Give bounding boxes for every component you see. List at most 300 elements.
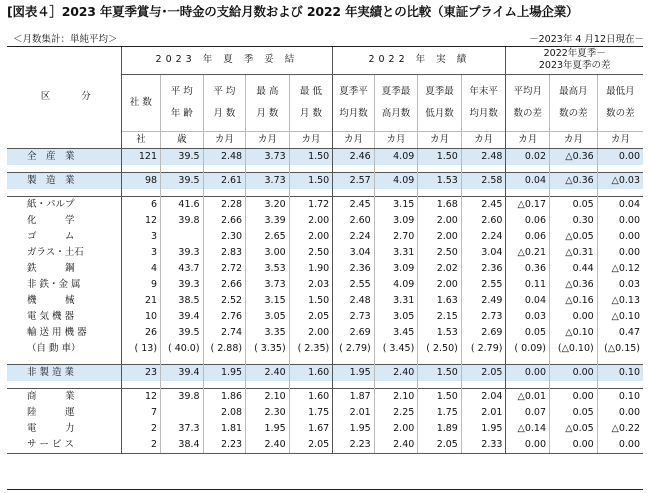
table-cell: 2.74 [203,325,246,341]
table-cell: 0.00 [506,365,550,382]
row-separator [7,189,643,197]
table-cell: 2.28 [203,197,246,214]
table-cell: 3.73 [246,277,290,293]
table-cell: 39.4 [161,309,204,325]
table-cell: 0.06 [506,213,550,229]
table-cell: 3.09 [374,213,418,229]
row-label: 輸 送 用 機 器 [27,327,87,338]
table-row [7,197,643,214]
table-cell: 1.60 [289,365,333,382]
table-header [7,46,643,149]
bonus-table [7,46,643,454]
column-header-diff-10 [550,75,598,132]
unit-cell: カ月 [597,132,643,149]
table-cell: 2.00 [418,229,462,245]
table-cell: 3.53 [246,261,290,277]
table-cell: 3.09 [374,261,418,277]
table-cell: 121 [121,149,160,166]
table-cell: 2.40 [374,365,418,382]
table-cell: 2.10 [374,389,418,406]
table-cell: ( 40.0) [161,341,204,357]
table-cell: 0.00 [506,437,550,454]
table-cell: 2.73 [333,309,374,325]
table-cell: △0.17 [506,197,550,214]
unit-cell: カ月 [374,132,418,149]
table-cell: 2.05 [289,437,333,454]
unit-cell: カ月 [418,132,462,149]
table-cell: 0.00 [597,149,643,166]
figure-title: [図表４］2023 年夏季賞与･一時金の支給月数および 2022 年実績との比較（東証プライム上場企業） [7,4,579,19]
column-header-2023-1 [161,75,204,132]
table-cell: 37.3 [161,421,204,437]
table-cell: 2.01 [333,405,374,421]
column-header-line: 月 数 [256,108,279,119]
table-cell: 3.31 [374,293,418,309]
table-cell: 2.30 [203,229,246,245]
table-cell: 3.20 [246,197,290,214]
table-cell: △0.10 [550,325,598,341]
table-cell: ( 2.35) [289,341,333,357]
row-label: 電 力 [27,423,75,434]
header-diff-line2: 2023年夏季の差 [538,60,611,71]
table-cell: 12 [121,213,160,229]
table-cell: 0.06 [506,229,550,245]
header-group-2022: 2022 年 実 績 [333,46,506,75]
table-cell: 2.50 [289,245,333,261]
table-cell: 2.66 [203,277,246,293]
table-cell: 0.00 [597,405,643,421]
table-cell: 2.60 [461,213,506,229]
unit-cell: カ月 [333,132,374,149]
table-cell: △0.36 [550,173,598,190]
table-cell: 39.4 [161,365,204,382]
table-cell: △0.14 [506,421,550,437]
table-cell: ( 3.45) [374,341,418,357]
table-cell: (△0.15) [597,341,643,357]
table-cell: 2.55 [333,277,374,293]
header-diff-line1: 2022年夏季－ [543,48,606,59]
table-row [7,261,643,277]
table-cell: 1.75 [418,405,462,421]
table-cell: 1.95 [333,421,374,437]
table-cell: 0.30 [550,213,598,229]
table-cell: 0.02 [506,149,550,166]
table-cell: ( 2.50) [418,341,462,357]
table-cell: 0.04 [597,197,643,214]
table-cell: 2.66 [203,213,246,229]
table-cell: 43.7 [161,261,204,277]
unit-cell: カ月 [289,132,333,149]
table-cell: △0.36 [550,277,598,293]
table-cell: ( 0.09) [506,341,550,357]
table-cell: 1.63 [418,293,462,309]
row-label: ガラス・土石 [27,247,84,258]
table-cell: 0.00 [597,229,643,245]
table-cell: 1.87 [333,389,374,406]
column-header-line: 月 数 [299,108,322,119]
table-cell: 3 [121,229,160,245]
column-header-line: 数の差 [559,108,588,119]
row-label: 鉄 鋼 [27,263,75,274]
table-cell: 2.08 [203,405,246,421]
table-cell: 1.68 [418,197,462,214]
table-cell: 3.04 [333,245,374,261]
aggregation-note: ＜月数集計：単純平均＞ [13,34,118,45]
column-header-line: 年 齢 [170,108,193,119]
column-header-line: 年末平 [469,86,498,97]
table-cell: 39.5 [161,173,204,190]
unit-cell: カ月 [461,132,506,149]
table-cell: ( 3.35) [246,341,290,357]
row-label: 機 械 [27,295,75,306]
table-cell: 3.04 [461,245,506,261]
as-of-date: －2023年 4 月12日現在－ [529,34,644,45]
table-cell: △0.03 [597,173,643,190]
column-header-line: 夏季平 [339,86,368,97]
column-header-line: 平均月 [513,86,542,97]
table-cell: 0.00 [597,213,643,229]
table-cell: 2.55 [461,277,506,293]
column-header-line: 高月数 [381,108,411,119]
table-cell: 0.10 [597,389,643,406]
table-cell: 1.90 [289,261,333,277]
unit-cell: カ月 [203,132,246,149]
table-cell: △0.22 [597,421,643,437]
column-header-2023-3 [246,75,290,132]
table-cell: 23 [121,365,160,382]
table-row [7,365,643,382]
table-cell: ( 2.88) [203,341,246,357]
table-cell: 0.11 [506,277,550,293]
table-cell: 3.05 [246,309,290,325]
table-cell: 2 [121,421,160,437]
table-cell: 2.45 [461,197,506,214]
row-label: 非 製 造 業 [7,365,121,382]
table-cell: 1.50 [289,149,333,166]
table-cell: 2.48 [461,149,506,166]
table-cell: 2.69 [461,325,506,341]
table-row [7,229,643,245]
table-cell: 2.01 [461,405,506,421]
table-cell: 4.09 [374,277,418,293]
table-cell: 3.05 [374,309,418,325]
table-cell: 2.23 [333,437,374,454]
table-cell: 1.95 [333,365,374,382]
table-cell: 2.40 [374,437,418,454]
table-cell: 39.5 [161,149,204,166]
unit-cell: 歳 [161,132,204,149]
table-cell: 0.03 [506,309,550,325]
table-cell: 6 [121,197,160,214]
table-cell: 1.86 [203,389,246,406]
table-cell: 39.3 [161,245,204,261]
column-header-line: 社 数 [129,97,152,108]
table-cell: 3.45 [374,325,418,341]
row-label: 電 気 機 器 [27,311,75,322]
row-label: ゴ ム [27,231,75,242]
table-cell: 2 [121,437,160,454]
table-cell: ( 2.79) [333,341,374,357]
table-cell: 3.39 [246,213,290,229]
column-header-line: 最低月 [606,86,635,97]
table-cell: 2.49 [461,293,506,309]
table-cell: 2.45 [333,197,374,214]
column-header-line: 均月数 [469,108,498,119]
table-cell: 3.31 [374,245,418,261]
table-cell: △0.05 [550,229,598,245]
table-cell: 2.83 [203,245,246,261]
table-cell: 2.61 [203,173,246,190]
table-cell: 2.00 [418,213,462,229]
table-row [7,389,643,406]
table-row [7,245,643,261]
table-cell: △0.16 [550,293,598,309]
unit-cell: 社 [121,132,160,149]
table-cell: 2.00 [418,277,462,293]
row-label: 陸 運 [27,407,75,418]
column-header-line: 数の差 [606,108,635,119]
table-row [7,293,643,309]
table-cell: 9 [121,277,160,293]
table-cell: 12 [121,389,160,406]
table-cell: △0.12 [597,261,643,277]
table-cell [161,405,204,421]
row-separator [7,381,643,389]
row-separator [7,357,643,365]
table-cell: 3.73 [246,173,290,190]
table-cell: 3.00 [246,245,290,261]
table-cell: 38.4 [161,437,204,454]
table-cell: 2.40 [246,437,290,454]
table-row [7,149,643,166]
column-header-line: 平 均 [213,86,236,97]
table-cell: 2.57 [333,173,374,190]
table-cell: 1.95 [203,365,246,382]
table-cell: 0.05 [550,405,598,421]
table-cell: 1.72 [289,197,333,214]
table-cell: 98 [121,173,160,190]
table-cell: 38.5 [161,293,204,309]
table-cell: 2.40 [246,365,290,382]
table-cell: 0.00 [550,389,598,406]
table-cell: 2.03 [289,277,333,293]
table-cell: 2.36 [461,261,506,277]
table-cell: 39.5 [161,325,204,341]
table-cell: 41.6 [161,197,204,214]
table-cell: 1.50 [289,293,333,309]
table-row [7,309,643,325]
table-cell: 1.60 [289,389,333,406]
table-cell: 0.03 [597,277,643,293]
table-cell: 4 [121,261,160,277]
table-cell: △0.13 [597,293,643,309]
table-cell: 2.58 [461,173,506,190]
column-header-line: 低月数 [425,108,454,119]
row-label: 製 造 業 [7,173,121,190]
table-cell: 0.47 [597,325,643,341]
table-cell: 2.10 [246,389,290,406]
header-group-diff [506,46,643,75]
table-cell: 39.8 [161,213,204,229]
table-cell: 0.05 [550,197,598,214]
unit-cell: カ月 [506,132,550,149]
table-cell: 0.36 [506,261,550,277]
table-cell: 1.89 [418,421,462,437]
table-cell: 3.35 [246,325,290,341]
table-cell: △0.05 [550,421,598,437]
table-cell: 2.24 [333,229,374,245]
column-header-2022-8 [461,75,506,132]
table-cell: 1.50 [289,173,333,190]
table-cell: 2.65 [246,229,290,245]
table-body [7,149,643,454]
table-cell: 10 [121,309,160,325]
table-cell: △0.10 [597,309,643,325]
table-cell: 2.00 [289,229,333,245]
column-header-2022-5 [333,75,374,132]
table-cell: (△0.10) [550,341,598,357]
column-header-line: 月 数 [213,108,236,119]
table-cell: 0.05 [506,325,550,341]
table-cell: 0.10 [597,365,643,382]
table-cell: 0.04 [506,173,550,190]
table-cell: 2.72 [203,261,246,277]
table-cell: 2.00 [374,421,418,437]
unit-cell: カ月 [550,132,598,149]
row-label: 非 鉄・金 属 [27,279,81,290]
table-cell: 2.05 [289,309,333,325]
table-cell: 0.44 [550,261,598,277]
table-cell: 1.67 [289,421,333,437]
table-cell: 2.24 [461,229,506,245]
table-cell: 2.15 [418,309,462,325]
table-cell: 2.33 [461,437,506,454]
table-cell: 2.05 [461,365,506,382]
table-cell: 2.60 [333,213,374,229]
header-kubun: 区 分 [7,46,121,149]
table-cell: 39.3 [161,277,204,293]
table-cell: 1.81 [203,421,246,437]
table-cell: 1.50 [418,365,462,382]
table-cell: 2.04 [461,389,506,406]
row-label: （自 動 車） [27,343,81,354]
column-header-line: 夏季最 [425,86,454,97]
column-header-line: 夏季最 [381,86,411,97]
table-cell: 0.00 [550,309,598,325]
row-label: 化 学 [27,215,75,226]
table-cell: 7 [121,405,160,421]
column-header-line: 最 高 [256,86,279,97]
column-header-line: 平 均 [170,86,193,97]
table-cell: 2.70 [374,229,418,245]
row-label: サ ー ビ ス [7,437,121,454]
table-cell: 2.48 [203,149,246,166]
table-cell: 3.73 [246,149,290,166]
column-header-diff-9 [506,75,550,132]
unit-cell: カ月 [246,132,290,149]
table-cell: △0.36 [550,149,598,166]
table-cell: 2.02 [418,261,462,277]
table-cell: 3.15 [374,197,418,214]
column-header-line: 数の差 [513,108,542,119]
table-cell: 21 [121,293,160,309]
column-header-diff-11 [597,75,643,132]
table-cell: 2.36 [333,261,374,277]
table-cell: 1.95 [461,421,506,437]
table-cell: 0.00 [597,437,643,454]
column-header-2022-6 [374,75,418,132]
table-cell: 3 [121,245,160,261]
column-header-2023-0 [121,75,160,132]
column-header-2022-7 [418,75,462,132]
table-row [7,173,643,190]
table-row [7,421,643,437]
table-cell: 26 [121,325,160,341]
table-row [7,325,643,341]
table-cell: 2.05 [418,437,462,454]
column-header-line: 均月数 [339,108,368,119]
table-cell: ( 2.79) [461,341,506,357]
table-cell: 2.73 [461,309,506,325]
table-row [7,437,643,454]
table-cell: 2.69 [333,325,374,341]
table-cell: 2.76 [203,309,246,325]
table-cell: 2.52 [203,293,246,309]
table-cell: 4.09 [374,173,418,190]
column-header-2023-4 [289,75,333,132]
table-cell: 1.53 [418,173,462,190]
column-header-2023-2 [203,75,246,132]
table-cell: 0.07 [506,405,550,421]
table-cell: △0.01 [506,389,550,406]
header-group-2023: 2023 年 夏 季 妥 結 [121,46,333,75]
table-cell: 2.00 [289,213,333,229]
table-row [7,405,643,421]
row-label: 全 産 業 [7,149,121,166]
table-row [7,277,643,293]
row-separator [7,165,643,173]
table-cell [161,229,204,245]
table-row [7,341,643,357]
table-cell: 0.00 [550,365,598,382]
table-cell: 2.48 [333,293,374,309]
table-cell: 39.8 [161,389,204,406]
table-row [7,213,643,229]
table-cell: 2.50 [418,245,462,261]
table-cell: 1.50 [418,389,462,406]
row-label: 紙・パルプ [7,197,121,214]
table-cell: 1.95 [246,421,290,437]
table-cell: ( 13) [121,341,160,357]
table-cell: 2.25 [374,405,418,421]
table-cell: 2.00 [289,325,333,341]
table-cell: 0.00 [597,245,643,261]
column-header-line: 最高月 [559,86,588,97]
column-header-line: 最 低 [299,86,322,97]
table-cell: 1.53 [418,325,462,341]
table-cell: 1.50 [418,149,462,166]
table-cell: 2.30 [246,405,290,421]
table-cell: 0.00 [550,437,598,454]
table-cell: △0.21 [506,245,550,261]
row-label: 商 業 [7,389,121,406]
table-cell: 1.75 [289,405,333,421]
table-cell: 3.15 [246,293,290,309]
table-cell: △0.31 [550,245,598,261]
table-cell: 0.04 [506,293,550,309]
table-cell: 4.09 [374,149,418,166]
table-cell: 2.46 [333,149,374,166]
